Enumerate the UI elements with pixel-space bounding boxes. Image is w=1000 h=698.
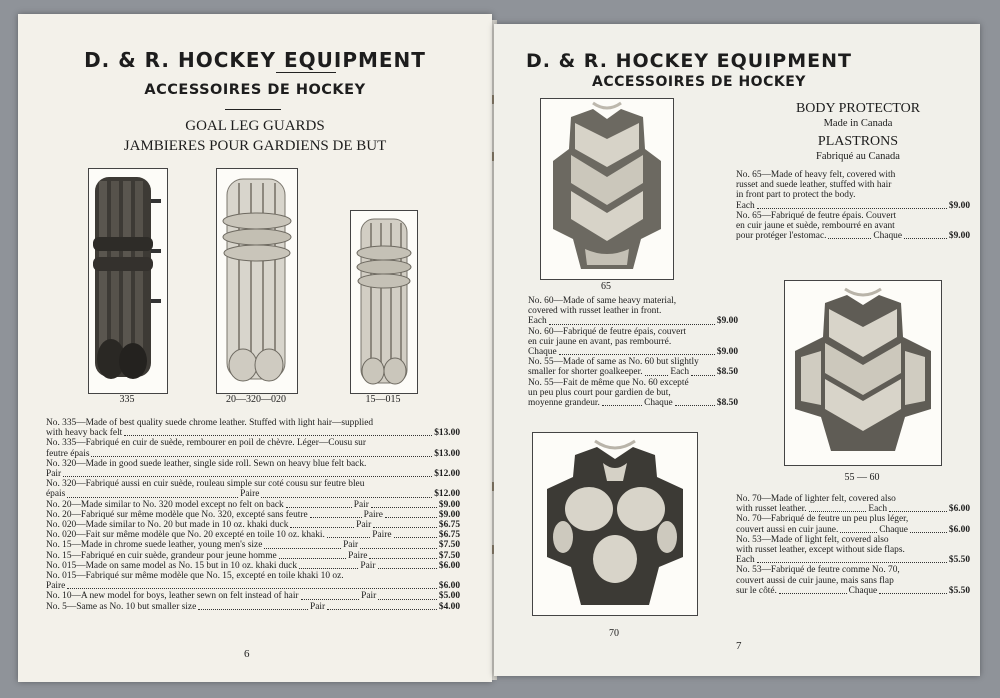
price: $8.50 bbox=[716, 398, 738, 409]
product-title-fr: PLASTRONS bbox=[817, 134, 899, 149]
description-text: moyenne grandeur. bbox=[528, 398, 600, 409]
dot-leader bbox=[675, 405, 715, 406]
description-text: en cuir jaune et suède, rembourré en avant bbox=[736, 221, 895, 232]
description-line bbox=[46, 469, 460, 479]
price: $9.00 bbox=[716, 347, 738, 358]
description-line bbox=[46, 561, 460, 571]
price: $6.75 bbox=[438, 520, 460, 531]
price: $5.50 bbox=[948, 585, 971, 596]
description-text: Paire bbox=[46, 581, 66, 592]
description-text: with russet leather. bbox=[736, 504, 807, 515]
dot-leader bbox=[809, 511, 867, 512]
unit-label: Chaque bbox=[873, 231, 903, 242]
unit-label: Paire bbox=[372, 530, 392, 541]
description-text: No. 53—Fabriqué de feutre comme No. 70, bbox=[736, 565, 900, 576]
leg-guard-icon bbox=[351, 211, 417, 393]
section-title-en: GOAL LEG GUARDS bbox=[185, 118, 325, 134]
description-text: russet and suede leather, stuffed with hair bbox=[736, 180, 892, 191]
product-65-description bbox=[736, 170, 970, 241]
illustration-caption: 15—015 bbox=[365, 394, 401, 405]
price: $6.00 bbox=[438, 581, 460, 592]
description-line bbox=[528, 388, 738, 398]
description-line bbox=[528, 337, 738, 347]
illustration-caption: 55 — 60 bbox=[844, 472, 880, 483]
price: $9.00 bbox=[716, 316, 738, 327]
description-text: No. 320—Fabriqué aussi en cuir suède, rouleau simple sur coté cousu sur feutre bleu bbox=[46, 479, 365, 490]
description-line bbox=[736, 231, 970, 241]
description-text: Chaque bbox=[528, 347, 557, 358]
description-text: couvert aussi en cuir jaune. bbox=[736, 524, 839, 535]
description-line bbox=[736, 545, 970, 555]
description-line bbox=[736, 525, 970, 535]
description-line bbox=[736, 576, 970, 586]
description-line bbox=[528, 306, 738, 316]
description-line bbox=[46, 500, 460, 510]
dot-leader bbox=[198, 609, 308, 610]
description-line bbox=[46, 602, 460, 612]
description-text: Each bbox=[736, 555, 755, 566]
right-page bbox=[494, 24, 980, 676]
price: $6.00 bbox=[948, 504, 970, 515]
description-line bbox=[46, 479, 460, 489]
description-text: pour protéger l'estomac. bbox=[736, 231, 827, 242]
description-line bbox=[736, 211, 970, 221]
description-line bbox=[736, 201, 970, 211]
product-70-53-description bbox=[736, 494, 970, 596]
description-line bbox=[46, 571, 460, 581]
price: $5.00 bbox=[438, 591, 460, 602]
leg-guard-icon bbox=[217, 169, 297, 393]
description-text: No. 335—Fabriqué en cuir de suède, rembourer en poil de chèvre. Léger—Cousu sur bbox=[46, 438, 366, 449]
body-protector-70-illustration bbox=[532, 432, 698, 616]
dot-leader bbox=[757, 208, 947, 209]
price: $7.50 bbox=[438, 540, 460, 551]
dot-leader bbox=[373, 527, 437, 528]
description-text: covered with russet leather in front. bbox=[528, 306, 662, 317]
dot-leader bbox=[828, 238, 871, 239]
description-text: No. 70—Fabriqué de feutre un peu plus léger, bbox=[736, 514, 909, 525]
description-text: No. 020—Fait sur même modèle que No. 20 excepté en toile 10 oz. khaki. bbox=[46, 530, 325, 541]
dot-leader bbox=[385, 517, 437, 518]
description-line bbox=[736, 180, 970, 190]
dot-leader bbox=[645, 375, 669, 376]
dot-leader bbox=[904, 238, 947, 239]
price: $13.00 bbox=[434, 448, 460, 459]
body-protector-55-60-illustration bbox=[784, 280, 942, 466]
dot-leader bbox=[67, 497, 238, 498]
description-text: No. 320—Made in good suede leather, single side roll. Sewn on heavy blue felt back. bbox=[46, 458, 367, 469]
leg-guard-15-illustration bbox=[350, 210, 418, 394]
left-page bbox=[18, 14, 492, 682]
description-line bbox=[46, 418, 460, 428]
page-number: 6 bbox=[244, 648, 250, 660]
dot-leader bbox=[63, 476, 432, 477]
description-line bbox=[46, 489, 460, 499]
illustration-caption: 335 bbox=[119, 394, 135, 405]
description-line bbox=[46, 520, 460, 530]
description-line bbox=[528, 316, 738, 326]
description-line bbox=[736, 504, 970, 514]
dot-leader bbox=[124, 435, 432, 436]
description-text: No. 65—Made of heavy felt, covered with bbox=[736, 170, 896, 180]
description-line bbox=[46, 530, 460, 540]
description-text: No. 15—Fabriqué en cuir suède, grandeur pour jeune homme bbox=[46, 550, 277, 561]
page-subheader: ACCESSOIRES DE HOCKEY bbox=[144, 82, 366, 98]
unit-label: Pair bbox=[360, 560, 376, 571]
page-header: D. & R. HOCKEY EQUIPMENT bbox=[84, 48, 426, 72]
dot-leader bbox=[559, 354, 715, 355]
description-line bbox=[46, 449, 460, 459]
price: $12.00 bbox=[434, 489, 460, 500]
description-text: No. 60—Fabriqué de feutre épais, couvert bbox=[528, 326, 687, 337]
price: $13.00 bbox=[434, 428, 460, 439]
description-text: No. 20—Fabriqué sur même modèle que No. 320, excepté sans feutre bbox=[46, 509, 308, 520]
unit-label: Chaque bbox=[879, 524, 908, 535]
description-text: feutre épais bbox=[46, 448, 90, 459]
description-line bbox=[736, 565, 970, 575]
illustration-caption: 70 bbox=[609, 628, 619, 639]
page-subheader: ACCESSOIRES DE HOCKEY bbox=[592, 74, 806, 90]
unit-label: Chaque bbox=[644, 398, 673, 409]
description-line bbox=[46, 581, 460, 591]
dot-leader bbox=[67, 588, 437, 589]
price: $12.00 bbox=[434, 469, 460, 480]
unit-label: Paire bbox=[363, 509, 383, 520]
dot-leader bbox=[327, 609, 437, 610]
price: $9.00 bbox=[948, 231, 971, 242]
price: $9.00 bbox=[948, 200, 970, 211]
dot-leader bbox=[369, 558, 436, 559]
description-text: No. 65—Fabriqué de feutre épais. Couvert bbox=[736, 210, 897, 221]
description-text: No. 015—Fabriqué sur même modèle que No. 15, excepté en toile khaki 10 oz. bbox=[46, 571, 344, 582]
product-60-55-description bbox=[528, 296, 738, 408]
dot-leader bbox=[290, 527, 354, 528]
made-in-en: Made in Canada bbox=[823, 118, 893, 129]
dot-leader bbox=[394, 537, 437, 538]
dot-leader bbox=[910, 532, 947, 533]
description-line bbox=[46, 459, 460, 469]
unit-label: Paire bbox=[348, 550, 368, 561]
unit-label: Pair bbox=[353, 499, 369, 510]
description-text: sur le côté. bbox=[736, 585, 777, 596]
dot-leader bbox=[310, 517, 362, 518]
description-text: No. 15—Made in chrome suede leather, young men's size bbox=[46, 540, 263, 551]
description-text: couvert aussi de cuir jaune, mais sans flap bbox=[736, 575, 894, 586]
dot-leader bbox=[779, 593, 847, 594]
description-text: No. 55—Made of same as No. 60 but slightly bbox=[528, 357, 699, 368]
description-text: en cuir jaune en avant, pas rembourré. bbox=[528, 336, 672, 347]
illustration-caption: 20—320—020 bbox=[226, 394, 286, 405]
chest-protector-icon bbox=[785, 281, 941, 465]
description-text: No. 5—Same as No. 10 but smaller size bbox=[46, 601, 197, 612]
price: $6.00 bbox=[438, 560, 460, 571]
unit-label: Chaque bbox=[848, 585, 878, 596]
dot-leader bbox=[327, 537, 370, 538]
unit-label: Each bbox=[670, 367, 690, 378]
description-line bbox=[528, 357, 738, 367]
divider bbox=[276, 72, 336, 73]
dot-leader bbox=[299, 568, 358, 569]
made-in-fr: Fabriqué au Canada bbox=[816, 151, 900, 162]
leg-guard-icon bbox=[89, 169, 167, 393]
description-text: épais bbox=[46, 489, 66, 500]
dot-leader bbox=[602, 405, 642, 406]
description-line bbox=[736, 494, 970, 504]
description-text: with heavy back felt bbox=[46, 428, 123, 439]
description-text: with russet leather, except without side flaps. bbox=[736, 545, 905, 556]
description-line bbox=[528, 347, 738, 357]
product-title-en: BODY PROTECTOR bbox=[795, 101, 921, 116]
price: $9.00 bbox=[438, 499, 461, 510]
price: $8.50 bbox=[716, 367, 739, 378]
description-line bbox=[736, 535, 970, 545]
description-line bbox=[46, 591, 460, 601]
dot-leader bbox=[378, 568, 437, 569]
chest-protector-icon bbox=[533, 433, 697, 615]
unit-label: Each bbox=[868, 504, 888, 515]
divider bbox=[225, 109, 281, 110]
unit-label: Pair bbox=[361, 591, 377, 602]
description-text: Each bbox=[736, 200, 755, 211]
leg-guard-320-illustration bbox=[216, 168, 298, 394]
dot-leader bbox=[286, 507, 352, 508]
body-protector-65-illustration bbox=[540, 98, 674, 280]
price: $4.00 bbox=[438, 601, 460, 612]
description-text: No. 60—Made of same heavy material, bbox=[528, 296, 677, 306]
description-line bbox=[528, 296, 738, 306]
dot-leader bbox=[549, 324, 715, 325]
description-line bbox=[528, 378, 738, 388]
unit-label: Pair bbox=[356, 520, 372, 531]
description-text: No. 015—Made on same model as No. 15 but in 10 oz. khaki duck bbox=[46, 560, 298, 571]
dot-leader bbox=[264, 548, 341, 549]
description-line bbox=[46, 438, 460, 448]
description-line bbox=[528, 367, 738, 377]
dot-leader bbox=[840, 532, 877, 533]
description-text: No. 335—Made of best quality suede chrome leather. Stuffed with light hair—supplied bbox=[46, 418, 374, 428]
dot-leader bbox=[360, 548, 437, 549]
unit-label: Paire bbox=[240, 489, 260, 500]
description-text: in front part to protect the body. bbox=[736, 190, 856, 201]
price: $6.75 bbox=[438, 530, 461, 541]
description-text: No. 020—Made similar to No. 20 but made in 10 oz. khaki duck bbox=[46, 520, 289, 531]
illustration-caption: 65 bbox=[601, 281, 611, 292]
description-line bbox=[736, 514, 970, 524]
description-text: Pair bbox=[46, 469, 62, 480]
dot-leader bbox=[757, 562, 947, 563]
dot-leader bbox=[371, 507, 437, 508]
description-text: No. 70—Made of lighter felt, covered also bbox=[736, 494, 896, 504]
description-text: No. 10—A new model for boys, leather sewn on felt instead of hair bbox=[46, 591, 299, 602]
description-line bbox=[528, 398, 738, 408]
dot-leader bbox=[378, 599, 437, 600]
description-text: Each bbox=[528, 316, 547, 327]
description-text: No. 55—Fait de même que No. 60 excepté bbox=[528, 377, 689, 388]
description-line bbox=[736, 586, 970, 596]
description-line bbox=[46, 551, 460, 561]
price: $5.50 bbox=[948, 555, 970, 566]
product-description-list bbox=[46, 418, 460, 612]
unit-label: Pair bbox=[310, 601, 326, 612]
description-line bbox=[736, 170, 970, 180]
description-line bbox=[736, 555, 970, 565]
dot-leader bbox=[691, 375, 715, 376]
chest-protector-icon bbox=[541, 99, 673, 279]
description-line bbox=[46, 428, 460, 438]
description-line bbox=[46, 510, 460, 520]
dot-leader bbox=[301, 599, 360, 600]
leg-guard-335-illustration bbox=[88, 168, 168, 394]
dot-leader bbox=[261, 497, 432, 498]
description-line bbox=[736, 190, 970, 200]
description-line bbox=[736, 221, 970, 231]
description-text: un peu plus court pour gardien de but, bbox=[528, 387, 671, 398]
price: $9.00 bbox=[438, 509, 461, 520]
section-title-fr: JAMBIERES POUR GARDIENS DE BUT bbox=[123, 138, 387, 154]
description-line bbox=[528, 327, 738, 337]
description-text: smaller for shorter goalkeeper. bbox=[528, 367, 643, 378]
dot-leader bbox=[279, 558, 346, 559]
unit-label: Pair bbox=[343, 540, 359, 551]
description-text: No. 20—Made similar to No. 320 model except no felt on back bbox=[46, 499, 284, 510]
price: $7.50 bbox=[438, 550, 460, 561]
page-number: 7 bbox=[736, 640, 742, 652]
dot-leader bbox=[91, 456, 432, 457]
description-line bbox=[46, 540, 460, 550]
dot-leader bbox=[889, 511, 947, 512]
description-text: No. 53—Made of light felt, covered also bbox=[736, 534, 889, 545]
price: $6.00 bbox=[948, 524, 971, 535]
page-header: D. & R. HOCKEY EQUIPMENT bbox=[526, 50, 852, 72]
dot-leader bbox=[879, 593, 947, 594]
